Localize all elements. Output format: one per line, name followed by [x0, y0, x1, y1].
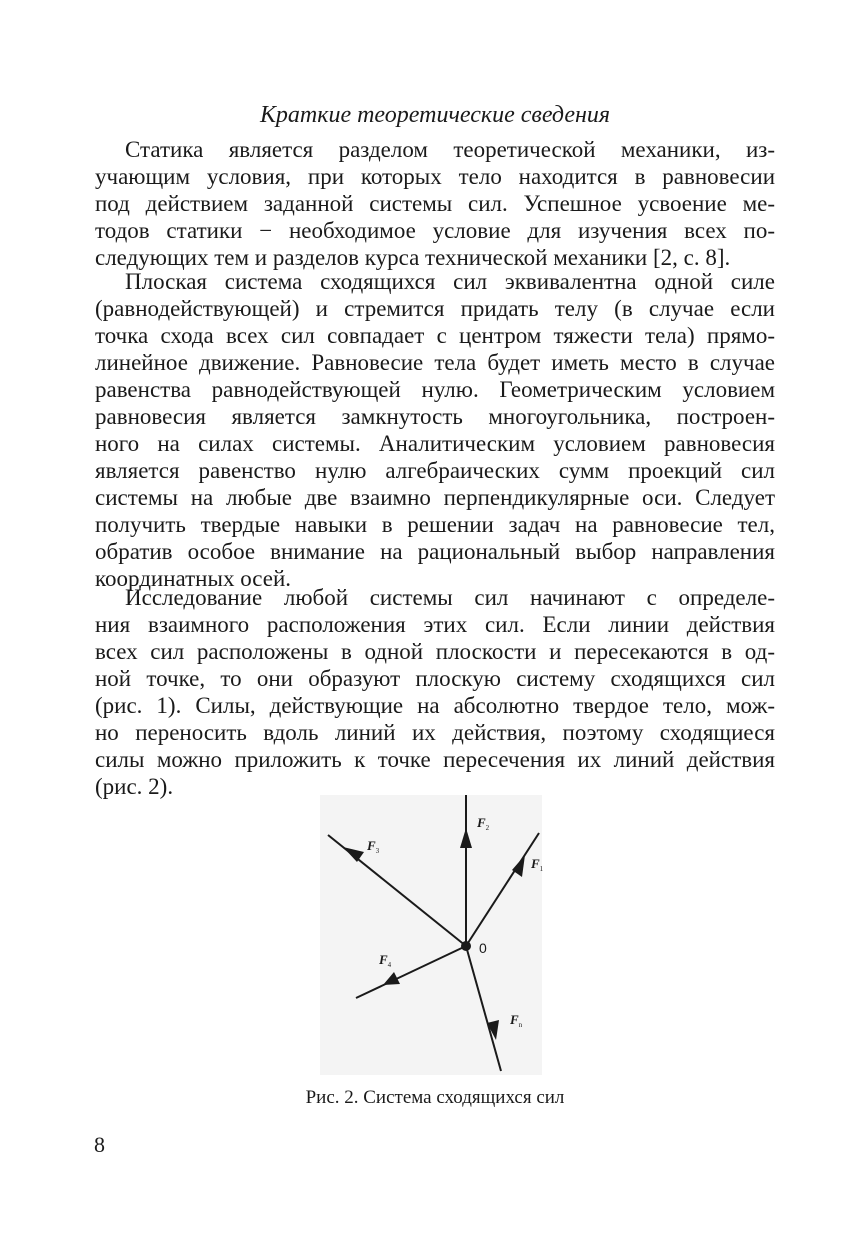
text-line: (рис. 2). — [95, 774, 174, 799]
text-line: (рис. 1). Силы, действующие на абсолютно твердое тело, мож- — [95, 693, 775, 718]
arrowhead-f3 — [343, 847, 364, 862]
origin-label: 0 — [479, 940, 487, 956]
text-line: равенства равнодействующей нулю. Геометрическим условием — [95, 377, 775, 402]
paragraph-concurrent-forces — [95, 268, 775, 592]
arrowhead-f1 — [512, 855, 525, 877]
text-line: учающим условия, при которых тело находится в равновесии — [95, 164, 775, 189]
text-line: силы можно приложить к точке пересечения их линий действия — [95, 747, 775, 772]
text-line: получить твердые навыки в решении задач на равновесие тел, — [95, 512, 775, 537]
force-line-f1 — [466, 833, 539, 946]
text-line: линейное движение. Равновесие тела будет иметь место в случае — [95, 350, 775, 375]
text-line: ного на силах системы. Аналитическим условием равновесия — [95, 431, 775, 456]
text-line: Статика является разделом теоретической механики, из- — [125, 137, 775, 162]
text-line: но переносить вдоль линий их действия, поэтому сходящиеся — [95, 720, 775, 745]
force-label-f3: $F_3$ — [367, 838, 380, 855]
force-label-f1: $F_1$ — [531, 856, 544, 873]
force-line-fn — [466, 946, 501, 1071]
page-number: 8 — [94, 1132, 105, 1157]
text-line: равновесия является замкнутость многоугольника, построен- — [95, 404, 775, 429]
text-line: системы на любые две взаимно перпендикулярные оси. Следует — [95, 485, 775, 510]
text-line: (равнодействующей) и стремится придать телу (в случае если — [95, 296, 775, 321]
text-line: всех сил расположены в одной плоскости и пересекаются в од- — [95, 639, 775, 664]
text-line: Исследование любой системы сил начинают с определе- — [125, 585, 775, 610]
text-line: следующих тем и разделов курса технической механики [2, с. 8]. — [95, 245, 731, 270]
arrowheads — [343, 828, 525, 1040]
text-line: ния взаимного расположения этих сил. Если линии действия — [95, 612, 775, 637]
text-line: ной точке, то они образуют плоскую систему сходящихся сил — [95, 666, 775, 691]
force-label-fn: $F_n$ — [510, 1012, 523, 1029]
text-line: тодов статики − необходимое условие для изучения всех по- — [95, 218, 775, 243]
text-line: обратив особое внимание на рациональный выбор направления — [95, 539, 775, 564]
force-diagram — [320, 795, 542, 1075]
text-line: под действием заданной системы сил. Успешное усвоение ме- — [95, 191, 775, 216]
section-title: Краткие теоретические сведения — [259, 102, 611, 128]
arrowhead-f2 — [460, 828, 472, 848]
text-line: точка схода всех сил совпадает с центром тяжести тела) прямо- — [95, 323, 775, 348]
origin-point — [461, 941, 471, 951]
text-line: является равенство нулю алгебраических сумм проекций сил — [95, 458, 775, 483]
paragraph-force-systems — [95, 584, 775, 800]
force-line-f4 — [356, 946, 466, 998]
text-line: Плоская система сходящихся сил эквивалентна одной силе — [125, 269, 775, 294]
figure-caption: Рис. 2. Система сходящихся сил — [305, 1087, 565, 1108]
paragraph-statics — [95, 136, 775, 271]
force-lines — [328, 795, 539, 1071]
force-label-f2: $F_2$ — [477, 815, 490, 832]
text-line: координатных осей. — [95, 566, 292, 591]
force-label-f4: $F_4$ — [379, 952, 392, 969]
force-diagram-svg — [320, 795, 542, 1075]
